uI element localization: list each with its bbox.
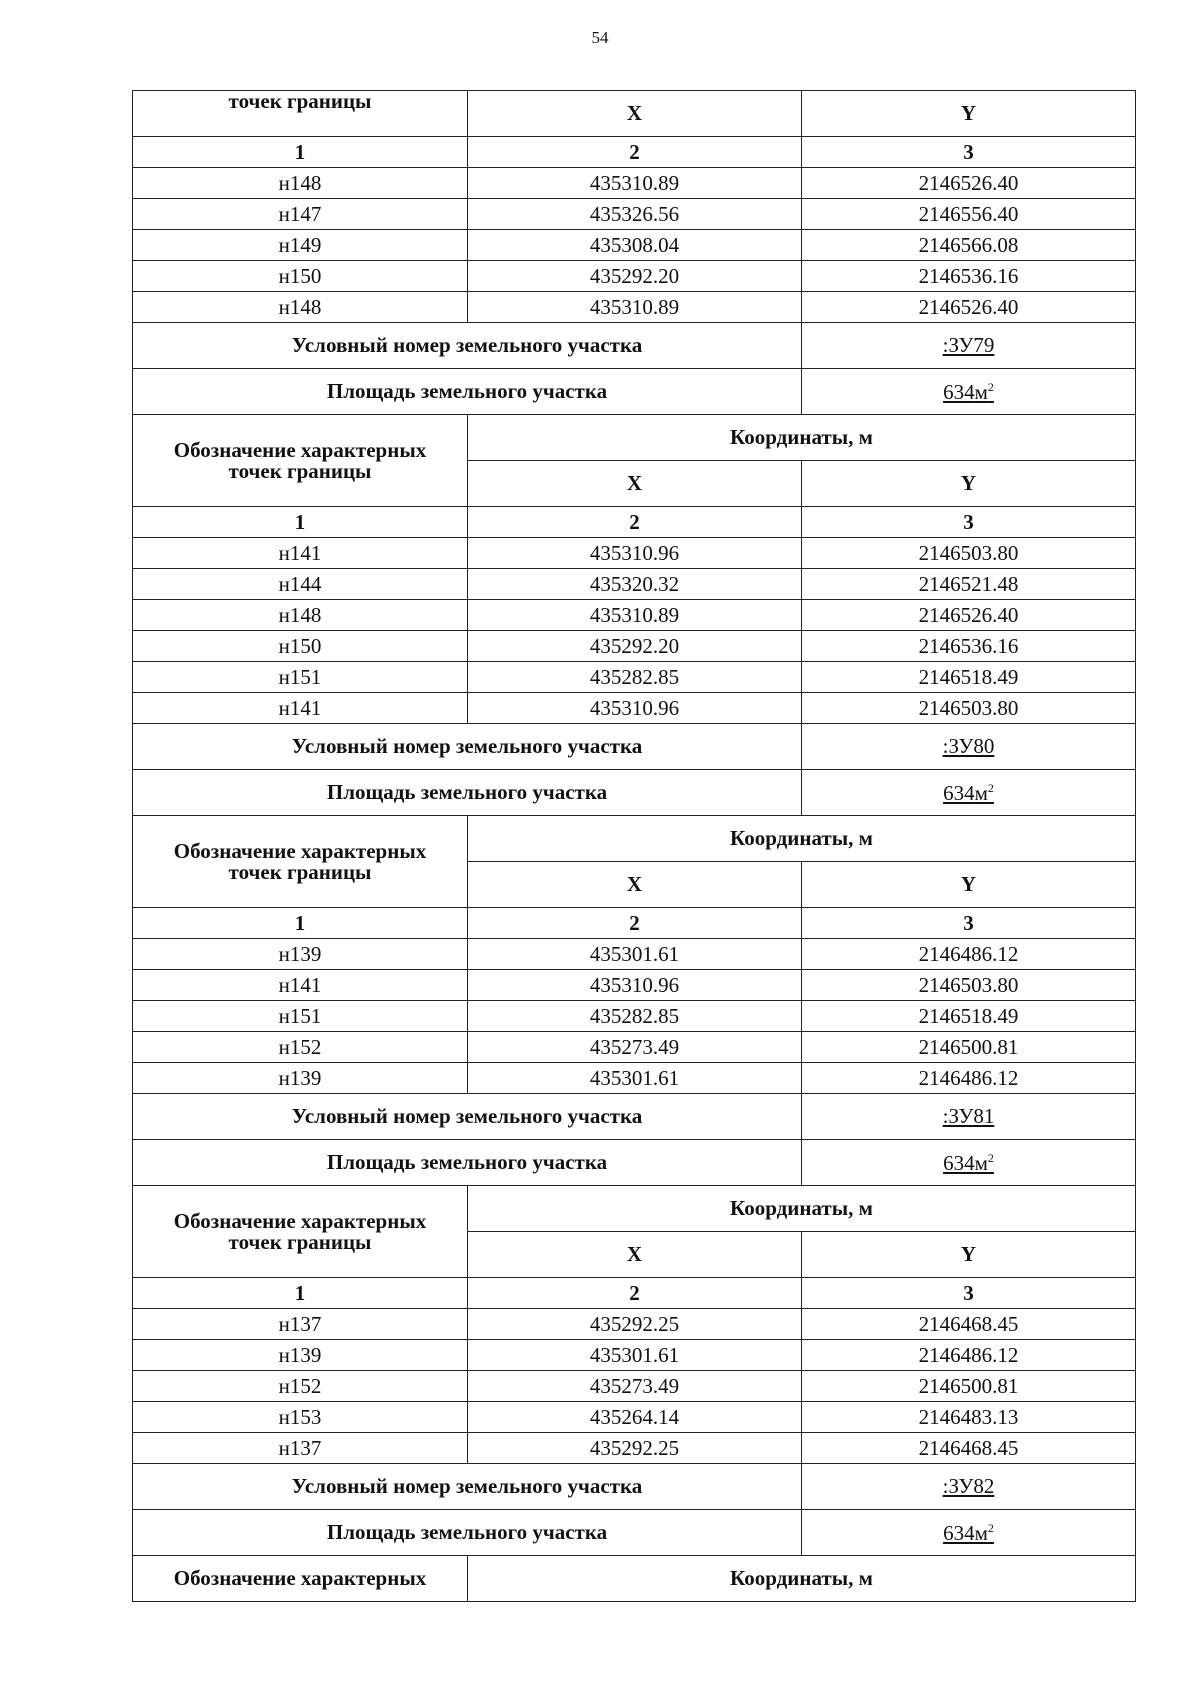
parcel-number-row bbox=[133, 1094, 1136, 1140]
point-id: н151 bbox=[133, 1001, 468, 1032]
coordinates-header-row bbox=[133, 415, 1136, 461]
y-header: Y bbox=[802, 91, 1136, 137]
point-id: н139 bbox=[133, 1063, 468, 1094]
x-value: 435273.49 bbox=[468, 1032, 802, 1063]
parcel-area-label: Площадь земельного участка bbox=[133, 1510, 802, 1556]
x-value: 435264.14 bbox=[468, 1402, 802, 1433]
x-value: 435301.61 bbox=[468, 1063, 802, 1094]
point-id: н148 bbox=[133, 168, 468, 199]
point-id: н139 bbox=[133, 939, 468, 970]
y-header: Y bbox=[802, 862, 1136, 908]
designation-header bbox=[133, 1186, 468, 1278]
parcel-number-label: Условный номер земельного участка bbox=[133, 724, 802, 770]
coordinate-row bbox=[133, 230, 1136, 261]
y-value: 2146526.40 bbox=[802, 292, 1136, 323]
y-value: 2146503.80 bbox=[802, 538, 1136, 569]
coordinates-header-row bbox=[133, 816, 1136, 862]
column-number-1: 1 bbox=[133, 1278, 468, 1309]
area-unit-exponent: 2 bbox=[987, 379, 994, 394]
coordinate-row bbox=[133, 1433, 1136, 1464]
point-id: н150 bbox=[133, 631, 468, 662]
area-unit: м bbox=[974, 1520, 988, 1545]
coordinates-header: Координаты, м bbox=[468, 415, 1136, 461]
parcel-number-value: :ЗУ79 bbox=[802, 323, 1136, 369]
x-value: 435308.04 bbox=[468, 230, 802, 261]
x-value: 435310.96 bbox=[468, 970, 802, 1001]
coordinate-row bbox=[133, 600, 1136, 631]
area-unit: м bbox=[974, 1150, 988, 1175]
parcel-area-row bbox=[133, 1510, 1136, 1556]
designation-header-line2: точек границы bbox=[228, 458, 372, 483]
coordinate-row bbox=[133, 168, 1136, 199]
parcel-area-value bbox=[802, 369, 1136, 415]
parcel-area-row bbox=[133, 770, 1136, 816]
x-value: 435301.61 bbox=[468, 939, 802, 970]
y-value: 2146556.40 bbox=[802, 199, 1136, 230]
designation-header-continued: точек границы bbox=[133, 91, 468, 137]
y-value: 2146500.81 bbox=[802, 1032, 1136, 1063]
parcel-area-label: Площадь земельного участка bbox=[133, 369, 802, 415]
area-unit-exponent: 2 bbox=[987, 780, 994, 795]
point-id: н149 bbox=[133, 230, 468, 261]
parcel-number-label: Условный номер земельного участка bbox=[133, 323, 802, 369]
designation-header-line1: Обозначение характерных bbox=[173, 1208, 427, 1233]
x-header: X bbox=[468, 1232, 802, 1278]
designation-header-line2: точек границы bbox=[228, 1229, 372, 1254]
column-number-row bbox=[133, 507, 1136, 538]
coordinate-row bbox=[133, 662, 1136, 693]
y-value: 2146503.80 bbox=[802, 693, 1136, 724]
y-value: 2146526.40 bbox=[802, 168, 1136, 199]
x-value: 435292.25 bbox=[468, 1309, 802, 1340]
coordinate-row bbox=[133, 1309, 1136, 1340]
area-unit-exponent: 2 bbox=[987, 1520, 994, 1535]
area-unit: м bbox=[974, 379, 988, 404]
parcel-number-value: :ЗУ80 bbox=[802, 724, 1136, 770]
parcel-area-value bbox=[802, 1140, 1136, 1186]
coordinate-row bbox=[133, 292, 1136, 323]
parcel-number-row bbox=[133, 1464, 1136, 1510]
area-number: 634 bbox=[943, 1520, 975, 1545]
point-id: н148 bbox=[133, 600, 468, 631]
column-number-2: 2 bbox=[468, 908, 802, 939]
point-id: н150 bbox=[133, 261, 468, 292]
coordinates-header-row bbox=[133, 1186, 1136, 1232]
x-value: 435310.96 bbox=[468, 693, 802, 724]
x-value: 435310.89 bbox=[468, 292, 802, 323]
coordinate-row bbox=[133, 261, 1136, 292]
designation-header-line2: точек границы bbox=[228, 859, 372, 884]
continued-header-row bbox=[133, 91, 1136, 137]
coordinate-row bbox=[133, 939, 1136, 970]
x-value: 435326.56 bbox=[468, 199, 802, 230]
point-id: н147 bbox=[133, 199, 468, 230]
x-value: 435320.32 bbox=[468, 569, 802, 600]
column-number-3: 3 bbox=[802, 908, 1136, 939]
coordinate-row bbox=[133, 1063, 1136, 1094]
area-number: 634 bbox=[943, 379, 975, 404]
y-value: 2146468.45 bbox=[802, 1309, 1136, 1340]
coordinate-row bbox=[133, 1371, 1136, 1402]
coordinates-header: Координаты, м bbox=[468, 816, 1136, 862]
x-value: 435273.49 bbox=[468, 1371, 802, 1402]
y-header: Y bbox=[802, 461, 1136, 507]
x-value: 435301.61 bbox=[468, 1340, 802, 1371]
column-number-3: 3 bbox=[802, 507, 1136, 538]
designation-header bbox=[133, 816, 468, 908]
parcel-area-label: Площадь земельного участка bbox=[133, 1140, 802, 1186]
coordinate-row bbox=[133, 1001, 1136, 1032]
column-number-2: 2 bbox=[468, 1278, 802, 1309]
coordinate-row bbox=[133, 538, 1136, 569]
parcel-area-value bbox=[802, 770, 1136, 816]
x-value: 435292.25 bbox=[468, 1433, 802, 1464]
area-unit: м bbox=[974, 780, 988, 805]
coordinate-row bbox=[133, 631, 1136, 662]
y-value: 2146566.08 bbox=[802, 230, 1136, 261]
x-value: 435310.96 bbox=[468, 538, 802, 569]
coordinates-table bbox=[132, 90, 1136, 1602]
point-id: н152 bbox=[133, 1032, 468, 1063]
designation-header-line1: Обозначение характерных bbox=[173, 437, 427, 462]
y-value: 2146503.80 bbox=[802, 970, 1136, 1001]
parcel-number-label: Условный номер земельного участка bbox=[133, 1094, 802, 1140]
point-id: н148 bbox=[133, 292, 468, 323]
parcel-area-row bbox=[133, 1140, 1136, 1186]
point-id: н137 bbox=[133, 1309, 468, 1340]
coordinates-header: Координаты, м bbox=[468, 1556, 1136, 1602]
x-value: 435292.20 bbox=[468, 631, 802, 662]
point-id: н153 bbox=[133, 1402, 468, 1433]
area-unit-exponent: 2 bbox=[987, 1150, 994, 1165]
column-number-2: 2 bbox=[468, 507, 802, 538]
coordinate-row bbox=[133, 970, 1136, 1001]
coordinates-header-row bbox=[133, 1556, 1136, 1602]
column-number-3: 3 bbox=[802, 137, 1136, 168]
parcel-area-label: Площадь земельного участка bbox=[133, 770, 802, 816]
column-number-2: 2 bbox=[468, 137, 802, 168]
parcel-number-value: :ЗУ81 bbox=[802, 1094, 1136, 1140]
x-header: X bbox=[468, 91, 802, 137]
y-value: 2146486.12 bbox=[802, 939, 1136, 970]
parcel-number-value: :ЗУ82 bbox=[802, 1464, 1136, 1510]
area-number: 634 bbox=[943, 780, 975, 805]
point-id: н144 bbox=[133, 569, 468, 600]
parcel-number-row bbox=[133, 724, 1136, 770]
x-header: X bbox=[468, 862, 802, 908]
point-id: н152 bbox=[133, 1371, 468, 1402]
column-number-row bbox=[133, 908, 1136, 939]
designation-header-line1: Обозначение характерных bbox=[173, 1566, 427, 1590]
coordinate-row bbox=[133, 1340, 1136, 1371]
y-value: 2146518.49 bbox=[802, 662, 1136, 693]
x-value: 435310.89 bbox=[468, 168, 802, 199]
y-value: 2146486.12 bbox=[802, 1063, 1136, 1094]
coordinates-table-body bbox=[133, 91, 1136, 1602]
point-id: н137 bbox=[133, 1433, 468, 1464]
coordinate-row bbox=[133, 1032, 1136, 1063]
y-value: 2146486.12 bbox=[802, 1340, 1136, 1371]
column-number-row bbox=[133, 1278, 1136, 1309]
column-number-row bbox=[133, 137, 1136, 168]
column-number-3: 3 bbox=[802, 1278, 1136, 1309]
coordinate-row bbox=[133, 693, 1136, 724]
y-value: 2146526.40 bbox=[802, 600, 1136, 631]
x-value: 435292.20 bbox=[468, 261, 802, 292]
coordinate-row bbox=[133, 569, 1136, 600]
parcel-area-value bbox=[802, 1510, 1136, 1556]
y-value: 2146521.48 bbox=[802, 569, 1136, 600]
coordinate-row bbox=[133, 199, 1136, 230]
coordinate-row bbox=[133, 1402, 1136, 1433]
point-id: н139 bbox=[133, 1340, 468, 1371]
point-id: н141 bbox=[133, 538, 468, 569]
column-number-1: 1 bbox=[133, 908, 468, 939]
x-value: 435282.85 bbox=[468, 662, 802, 693]
point-id: н151 bbox=[133, 662, 468, 693]
x-header: X bbox=[468, 461, 802, 507]
column-number-1: 1 bbox=[133, 137, 468, 168]
designation-header-line1: Обозначение характерных bbox=[173, 838, 427, 863]
y-value: 2146536.16 bbox=[802, 631, 1136, 662]
coordinates-header: Координаты, м bbox=[468, 1186, 1136, 1232]
parcel-number-row bbox=[133, 323, 1136, 369]
y-header: Y bbox=[802, 1232, 1136, 1278]
y-value: 2146518.49 bbox=[802, 1001, 1136, 1032]
area-number: 634 bbox=[943, 1150, 975, 1175]
y-value: 2146483.13 bbox=[802, 1402, 1136, 1433]
x-value: 435310.89 bbox=[468, 600, 802, 631]
designation-header bbox=[133, 1556, 468, 1602]
parcel-number-label: Условный номер земельного участка bbox=[133, 1464, 802, 1510]
page-number: 54 bbox=[591, 28, 609, 47]
parcel-area-row bbox=[133, 369, 1136, 415]
designation-header bbox=[133, 415, 468, 507]
y-value: 2146468.45 bbox=[802, 1433, 1136, 1464]
x-value: 435282.85 bbox=[468, 1001, 802, 1032]
point-id: н141 bbox=[133, 693, 468, 724]
y-value: 2146536.16 bbox=[802, 261, 1136, 292]
point-id: н141 bbox=[133, 970, 468, 1001]
column-number-1: 1 bbox=[133, 507, 468, 538]
y-value: 2146500.81 bbox=[802, 1371, 1136, 1402]
